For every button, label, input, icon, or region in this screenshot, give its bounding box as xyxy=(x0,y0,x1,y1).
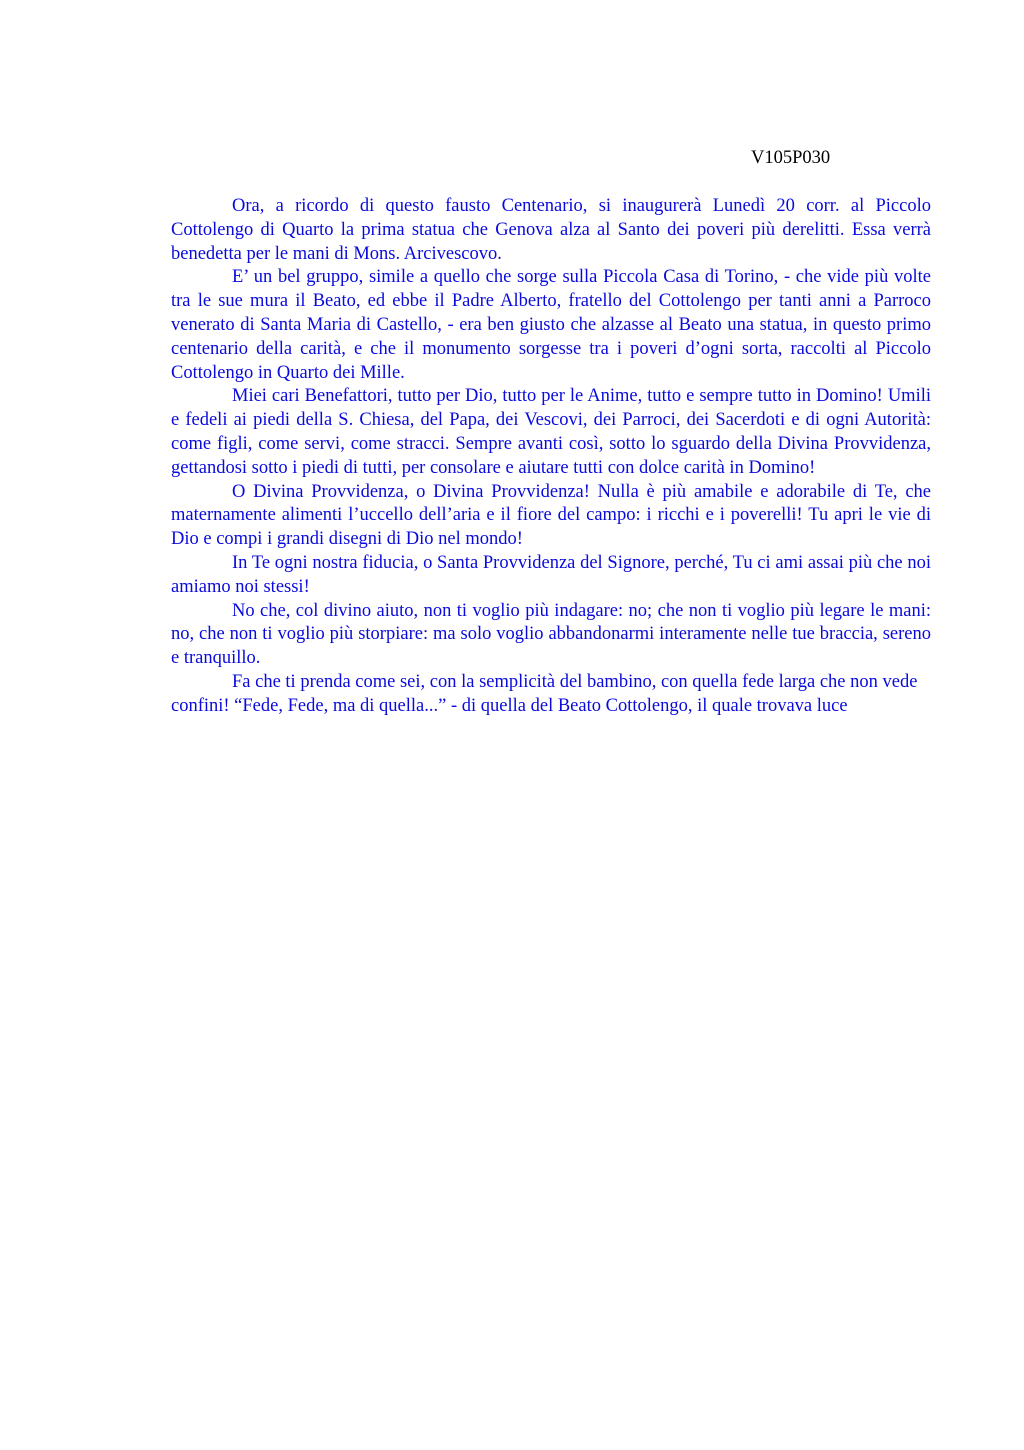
paragraph: In Te ogni nostra fiducia, o Santa Provvidenza del Signore, perché, Tu ci ami assai più che noi amiamo noi stessi! xyxy=(171,552,931,597)
paragraph: O Divina Provvidenza, o Divina Provvidenza! Nulla è più amabile e adorabile di Te, che maternamente alimenti l’uccello dell’aria e il fiore del campo: i ricchi e i poverelli! Tu apri le vie di Dio e compi i grandi disegni di Dio nel mondo! xyxy=(171,481,931,550)
paragraph: Ora, a ricordo di questo fausto Centenario, si inaugurerà Lunedì 20 corr. al Piccolo Cottolengo di Quarto la prima statua che Genova alza al Santo dei poveri più derelitti. Essa verrà benedetta per le mani di Mons. Arcivescovo. xyxy=(171,196,931,264)
paragraph: E’ un bel gruppo, simile a quello che sorge sulla Piccola Casa di Torino, - che vide più volte tra le sue mura il Beato, ed ebbe il Padre Alberto, fratello del Cottolengo per tanti anni a Parroco venerato di Santa Maria di Castello, - era ben giusto che alzasse al Beato una statua, in questo primo centenario della carità, e che il monumento sorgesse tra i poveri d’ogni sorta, raccolti al Piccolo Cottolengo in Quarto dei Mille. xyxy=(171,267,931,383)
paragraph: Fa che ti prenda come sei, con la semplicità del bambino, con quella fede larga che non vede confini! “Fede, Fede, ma di quella...” - di quella del Beato Cottolengo, il quale trovava luce xyxy=(171,671,918,716)
paragraph: Miei cari Benefattori, tutto per Dio, tutto per le Anime, tutto e sempre tutto in Domino! Umili e fedeli ai piedi della S. Chiesa, del Papa, dei Vescovi, dei Parroci, dei Sacerdoti e di ogni Autorità: come figli, come servi, come stracci. Sempre avanti così, sotto lo sguardo della Divina Provvidenza, gettandosi sotto i piedi di tutti, per consolare e aiutare tutti con dolce carità in Domino! xyxy=(171,386,931,478)
paragraph: No che, col divino aiuto, non ti voglio più indagare: no; che non ti voglio più legare le mani: no, che non ti voglio più storpiare: ma solo voglio abbandonarmi interamente nelle tue braccia, sereno e tranquillo. xyxy=(171,600,931,669)
document-body xyxy=(171,195,931,719)
page-identifier: V105P030 xyxy=(751,148,831,168)
